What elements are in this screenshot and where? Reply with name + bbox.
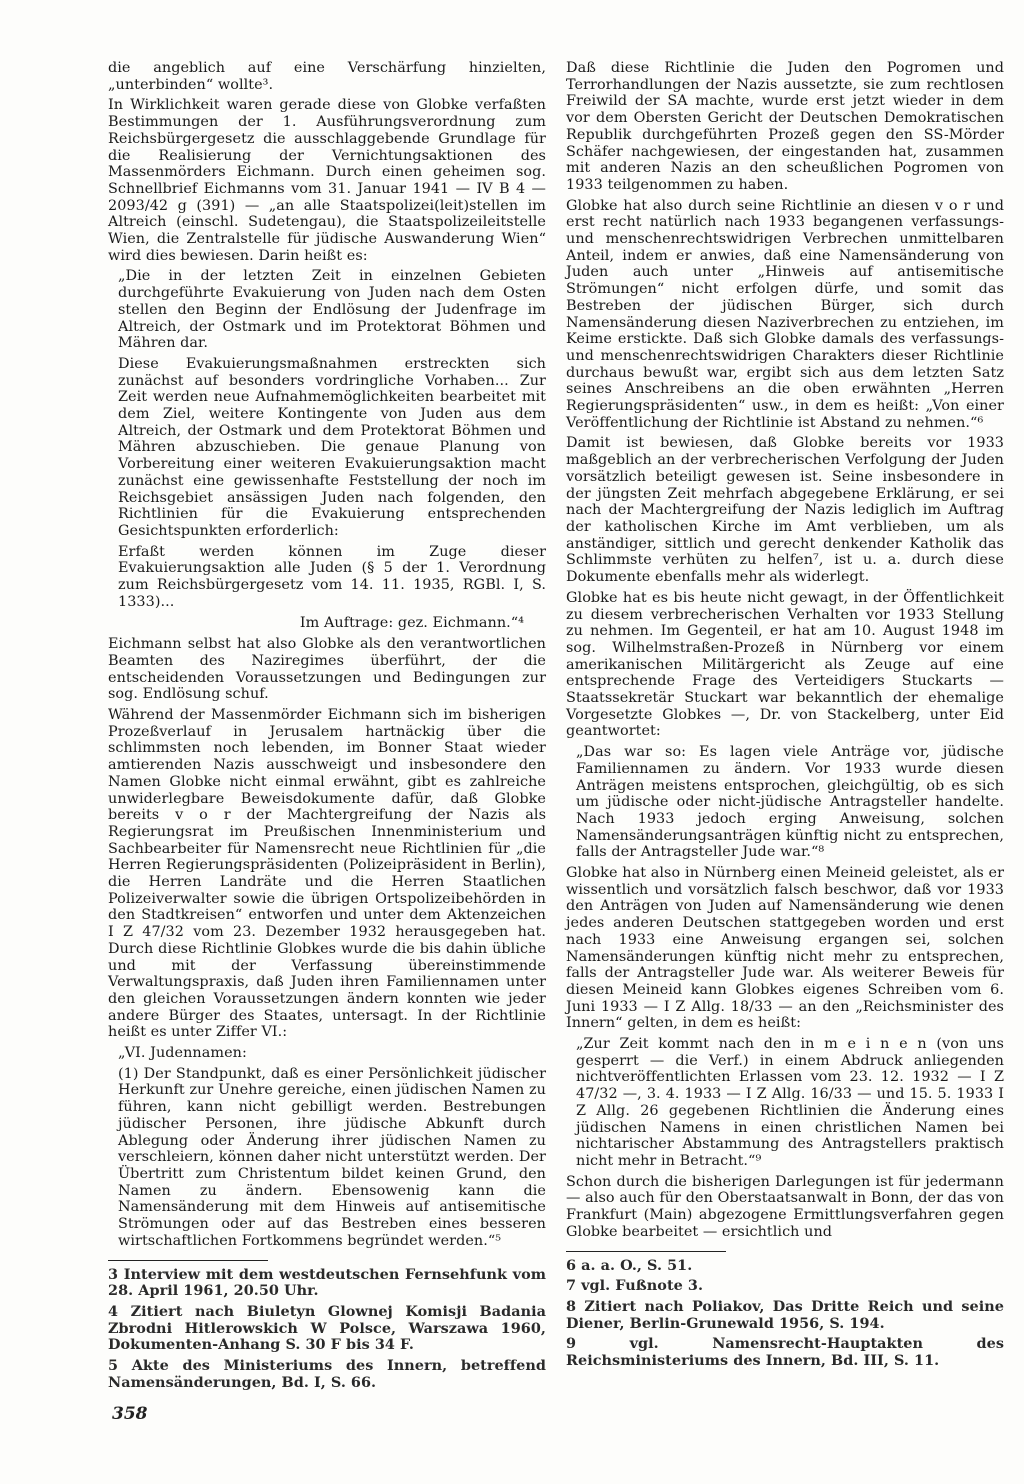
quote-paragraph: Diese Evakuierungsmaßnahmen erstreckten sich zunächst auf besonders vordringliche Vorhaben... Zur Zeit werden neue Aufnahmemöglichkeiten bearbeitet mit dem Ziel, weitere Kontingente von Juden aus dem Altreich, der Ostmark und dem Protektorat Böhmen und Mähren abzuschieben. Die genaue Planung von Vorbereitung einer weiteren Evakuierungsaktion macht zunächst eine gewissenhafte Feststellung der noch im Reichsgebiet ansässigen Juden nach folgenden, den Richtlinien für die Evakuierung entsprechenden Gesichtspunkten erforderlich: [118,355,546,539]
quote-paragraph: Erfaßt werden können im Zuge dieser Evakuierungsaktion alle Juden (§ 5 der 1. Verordnung zum Reichsbürgergesetz vom 14. 11. 1935, RGBl. I, S. 1333)... [118,543,546,610]
footnote: 6 a. a. O., S. 51. [566,1256,693,1274]
footnote: 7 vgl. Fußnote 3. [566,1277,704,1295]
paragraph: Globke hat also durch seine Richtlinie an diesen v o r und erst recht natürlich nach 1933 begangenen verfassungs- und menschenrechtswidrigen Verbrechen unmittelbaren Anteil, indem er anwies, daß eine Namensänderung von Juden auch unter „Hinweis auf antisemitische Strömungen“ nicht erfolgen dürfe, und somit das Bestreben der jüdischen Bürger, sich durch Namensänderung diesen Naziverbrechen zu entziehen, im Keime erstickte. Daß sich Globke damals des verfassungs- und menschenrechtswidrigen Charakters dieser Richtlinie durchaus bewußt war, ergibt sich aus dem letzten Satz seines Anschreibens an die oben erwähnten „Herren Regierungspräsidenten“ usw., in dem es heißt: „Von einer Veröffentlichung der Richtlinie ist Abstand zu nehmen.“⁶ [566,197,1004,431]
footnote: 5 Akte des Ministeriums des Innern, betreffend Namensänderungen, Bd. I, S. 66. [108,1357,546,1391]
paragraph: Damit ist bewiesen, daß Globke bereits vor 1933 maßgeblich an der verbrecherischen Verfolgung der Juden vorsätzlich beteiligt gewesen ist. Seine insbesondere in der jüngsten Zeit mehrfach abgegebene Erklärung, er sei nach der Machtergreifung der Nazis lediglich im Auftrag der katholischen Kirche im Amt verblieben, um als anständiger, sittlich und gerecht denkender Katholik das Schlimmste verhüten zu helfen⁷, ist u. a. durch diese Dokumente ebenfalls mehr als widerlegt. [566,435,1004,586]
paragraph: Eichmann selbst hat also Globke als den verantwortlichen Beamten des Naziregimes überführt, der die entscheidenden Voraussetzungen und Bedingungen zur sog. Endlösung schuf. [108,636,546,703]
footnote-divider [566,1251,726,1252]
paragraph: In Wirklichkeit waren gerade diese von Globke verfaßten Bestimmungen der 1. Ausführungsverordnung zum Reichsbürgergesetz die ausschlaggebende Grundlage für die Realisierung der Vernichtungsaktionen des Massenmörders Eichmann. Durch einen geheimen sog. Schnellbrief Eichmanns vom 31. Januar 1941 — IV B 4 — 2093/42 g (391) — „an alle Staatspolizei(leit)stellen im Altreich (einschl. Sudetengau), die Staatspolizeileitstelle Wien, die Zentralstelle für jüdische Auswanderung Wien“ wird dies bewiesen. Darin heißt es: [108,97,546,264]
right-column [566,60,1004,1374]
paragraph: Daß diese Richtlinie die Juden den Pogromen und Terrorhandlungen der Nazis aussetzte, sie zum rechtlosen Freiwild der SA machte, wurde erst jetzt wieder in dem vor dem Obersten Gericht der Deutschen Demokratischen Republik durchgeführten Prozeß gegen den SS-Mörder Schäfer nachgewiesen, der eingestanden hat, zusammen mit anderen Nazis an den scheußlichen Pogromen von 1933 teilgenommen zu haben. [566,60,1004,193]
paragraph: Schon durch die bisherigen Darlegungen ist für jedermann — also auch für den Oberstaatsanwalt in Bonn, der das von Frankfurt (Main) abgezogene Ermittlungsverfahren gegen Globke bearbeitet — ersichtlich und [566,1173,1004,1240]
footnote-divider [108,1260,268,1261]
footnote: 3 Interview mit dem westdeutschen Fernsehfunk vom 28. April 1961, 20.50 Uhr. [108,1265,546,1300]
paragraph: Globke hat also in Nürnberg einen Meineid geleistet, als er wissentlich und vorsätzlich falsch beschwor, daß vor 1933 den Anträgen von Juden auf Namensänderung wie denen jedes anderen Deutschen stattgegeben worden und erst nach 1933 eine Anweisung ergangen sei, solchen Namensänderungen künftig nicht mehr zu entsprechen, falls der Antragsteller Jude war. Als weiterer Beweis für diesen Meineid kann Globkes eigenes Schreiben vom 6. Juni 1933 — I Z Allg. 18/33 — an den „Reichsminister des Innern“ gelten, in dem es heißt: [566,865,1004,1032]
quote-paragraph: „Zur Zeit kommt nach den in m e i n e n (von uns gesperrt — die Verf.) in einem Abdruck anliegenden nichtveröffentlichten Erlassen vom 23. 12. 1932 — I Z 47/32 —, 3. 4. 1933 — I Z Allg. 16/33 — und 15. 5. 1933 I Z Allg. 26 gegebenen Richtlinien die Änderung eines jüdischen Namens in einen christlichen Namen bei nichtarischer Abstammung des Antragstellers praktisch nicht mehr in Betracht.“⁹ [576,1036,1004,1169]
paragraph: die angeblich auf eine Verschärfung hinzielten, „unterbinden“ wollte³. [108,60,546,93]
footnote: 9 vgl. Namensrecht-Hauptakten des Reichsministeriums des Innern, Bd. III, S. 11. [566,1335,1004,1370]
left-column [108,60,546,1395]
quote-paragraph: „Das war so: Es lagen viele Anträge vor, jüdische Familiennamen zu ändern. Vor 1933 wurde diesen Anträgen meistens entsprochen, gleichgültig, ob es sich um jüdische oder nicht-jüdische Antragsteller handelte. Nach 1933 jedoch erging Anweisung, solchen Namensänderungsanträgen künftig nicht zu entsprechen, falls der Antragsteller Jude war.“⁸ [576,744,1004,861]
page-number: 358 [112,1404,148,1424]
footnote: 4 Zitiert nach Biuletyn Glownej Komisji Badania Zbrodni Hitlerowskich W Polsce, Warszawa 1960, Dokumenten-Anhang S. 30 F bis 34 F. [108,1302,546,1354]
quote-heading: „VI. Judennamen: [118,1045,247,1062]
quote-paragraph: „Die in der letzten Zeit in einzelnen Gebieten durchgeführte Evakuierung von Juden nach dem Osten stellen den Beginn der Endlösung der Judenfrage im Altreich, der Ostmark und im Protektorat Böhmen und Mähren dar. [118,268,546,352]
footnote: 8 Zitiert nach Poliakov, Das Dritte Reich und seine Diener, Berlin-Grunewald 1956, S. 194. [566,1297,1004,1332]
paragraph: Während der Massenmörder Eichmann sich im bisherigen Prozeßverlauf in Jerusalem hartnäckig über die schlimmsten noch lebenden, im Bonner Staat wieder amtierenden Nazis ausschweigt und insbesondere den Namen Globke nicht einmal erwähnt, gibt es zahlreiche unwiderlegbare Beweisdokumente dafür, daß Globke bereits v o r der Machtergreifung der Nazis als Regierungsrat im Preußischen Innenministerium und Sachbearbeiter für Namensrecht neue Richtlinien für „die Herren Regierungspräsidenten (Polizeipräsident in Berlin), die Herren Landräte und die Herren Staatlichen Polizeiverwalter sowie die übrigen Ortspolizeibehörden in den Stadtkreisen“ entworfen und unter dem Aktenzeichen I Z 47/32 vom 23. Dezember 1932 herausgegeben hat. Durch diese Richtlinie Globkes wurde die bis dahin übliche und mit der Verfassung übereinstimmende Verwaltungspraxis, daß Juden ihren Familiennamen unter den gleichen Voraussetzungen ändern konnten wie jeder andere Bürger des Staates, untersagt. In der Richtlinie heißt es unter Ziffer VI.: [108,707,546,1041]
quote-signature: Im Auftrage: gez. Eichmann.“⁴ [299,614,524,631]
quote-paragraph: (1) Der Standpunkt, daß es einer Persönlichkeit jüdischer Herkunft zur Unehre gereiche, einen jüdischen Namen zu führen, kann nicht gebilligt werden. Bestrebungen jüdischer Personen, ihre jüdische Abkunft durch Ablegung oder Änderung ihrer jüdischen Namen zu verschleiern, können daher nicht unterstützt werden. Der Übertritt zum Christentum bildet keinen Grund, den Namen zu ändern. Ebensowenig kann die Namensänderung mit dem Hinweis auf antisemitische Strömungen oder auf das Bestreben eines besseren wirtschaftlichen Fortkommens begründet werden.“⁵ [118,1065,546,1249]
paragraph: Globke hat es bis heute nicht gewagt, in der Öffentlichkeit zu diesem verbrecherischen Verhalten vor 1933 Stellung zu nehmen. Im Gegenteil, er hat am 10. August 1948 im sog. Wilhelmstraßen-Prozeß in Nürnberg vor einem amerikanischen Militärgericht als Zeuge auf eine entsprechende Frage des Verteidigers Stuckarts — Staatssekretär Stuckart war bekanntlich der ehemalige Vorgesetzte Globkes —, Dr. von Stackelberg, unter Eid geantwortet: [566,589,1004,740]
